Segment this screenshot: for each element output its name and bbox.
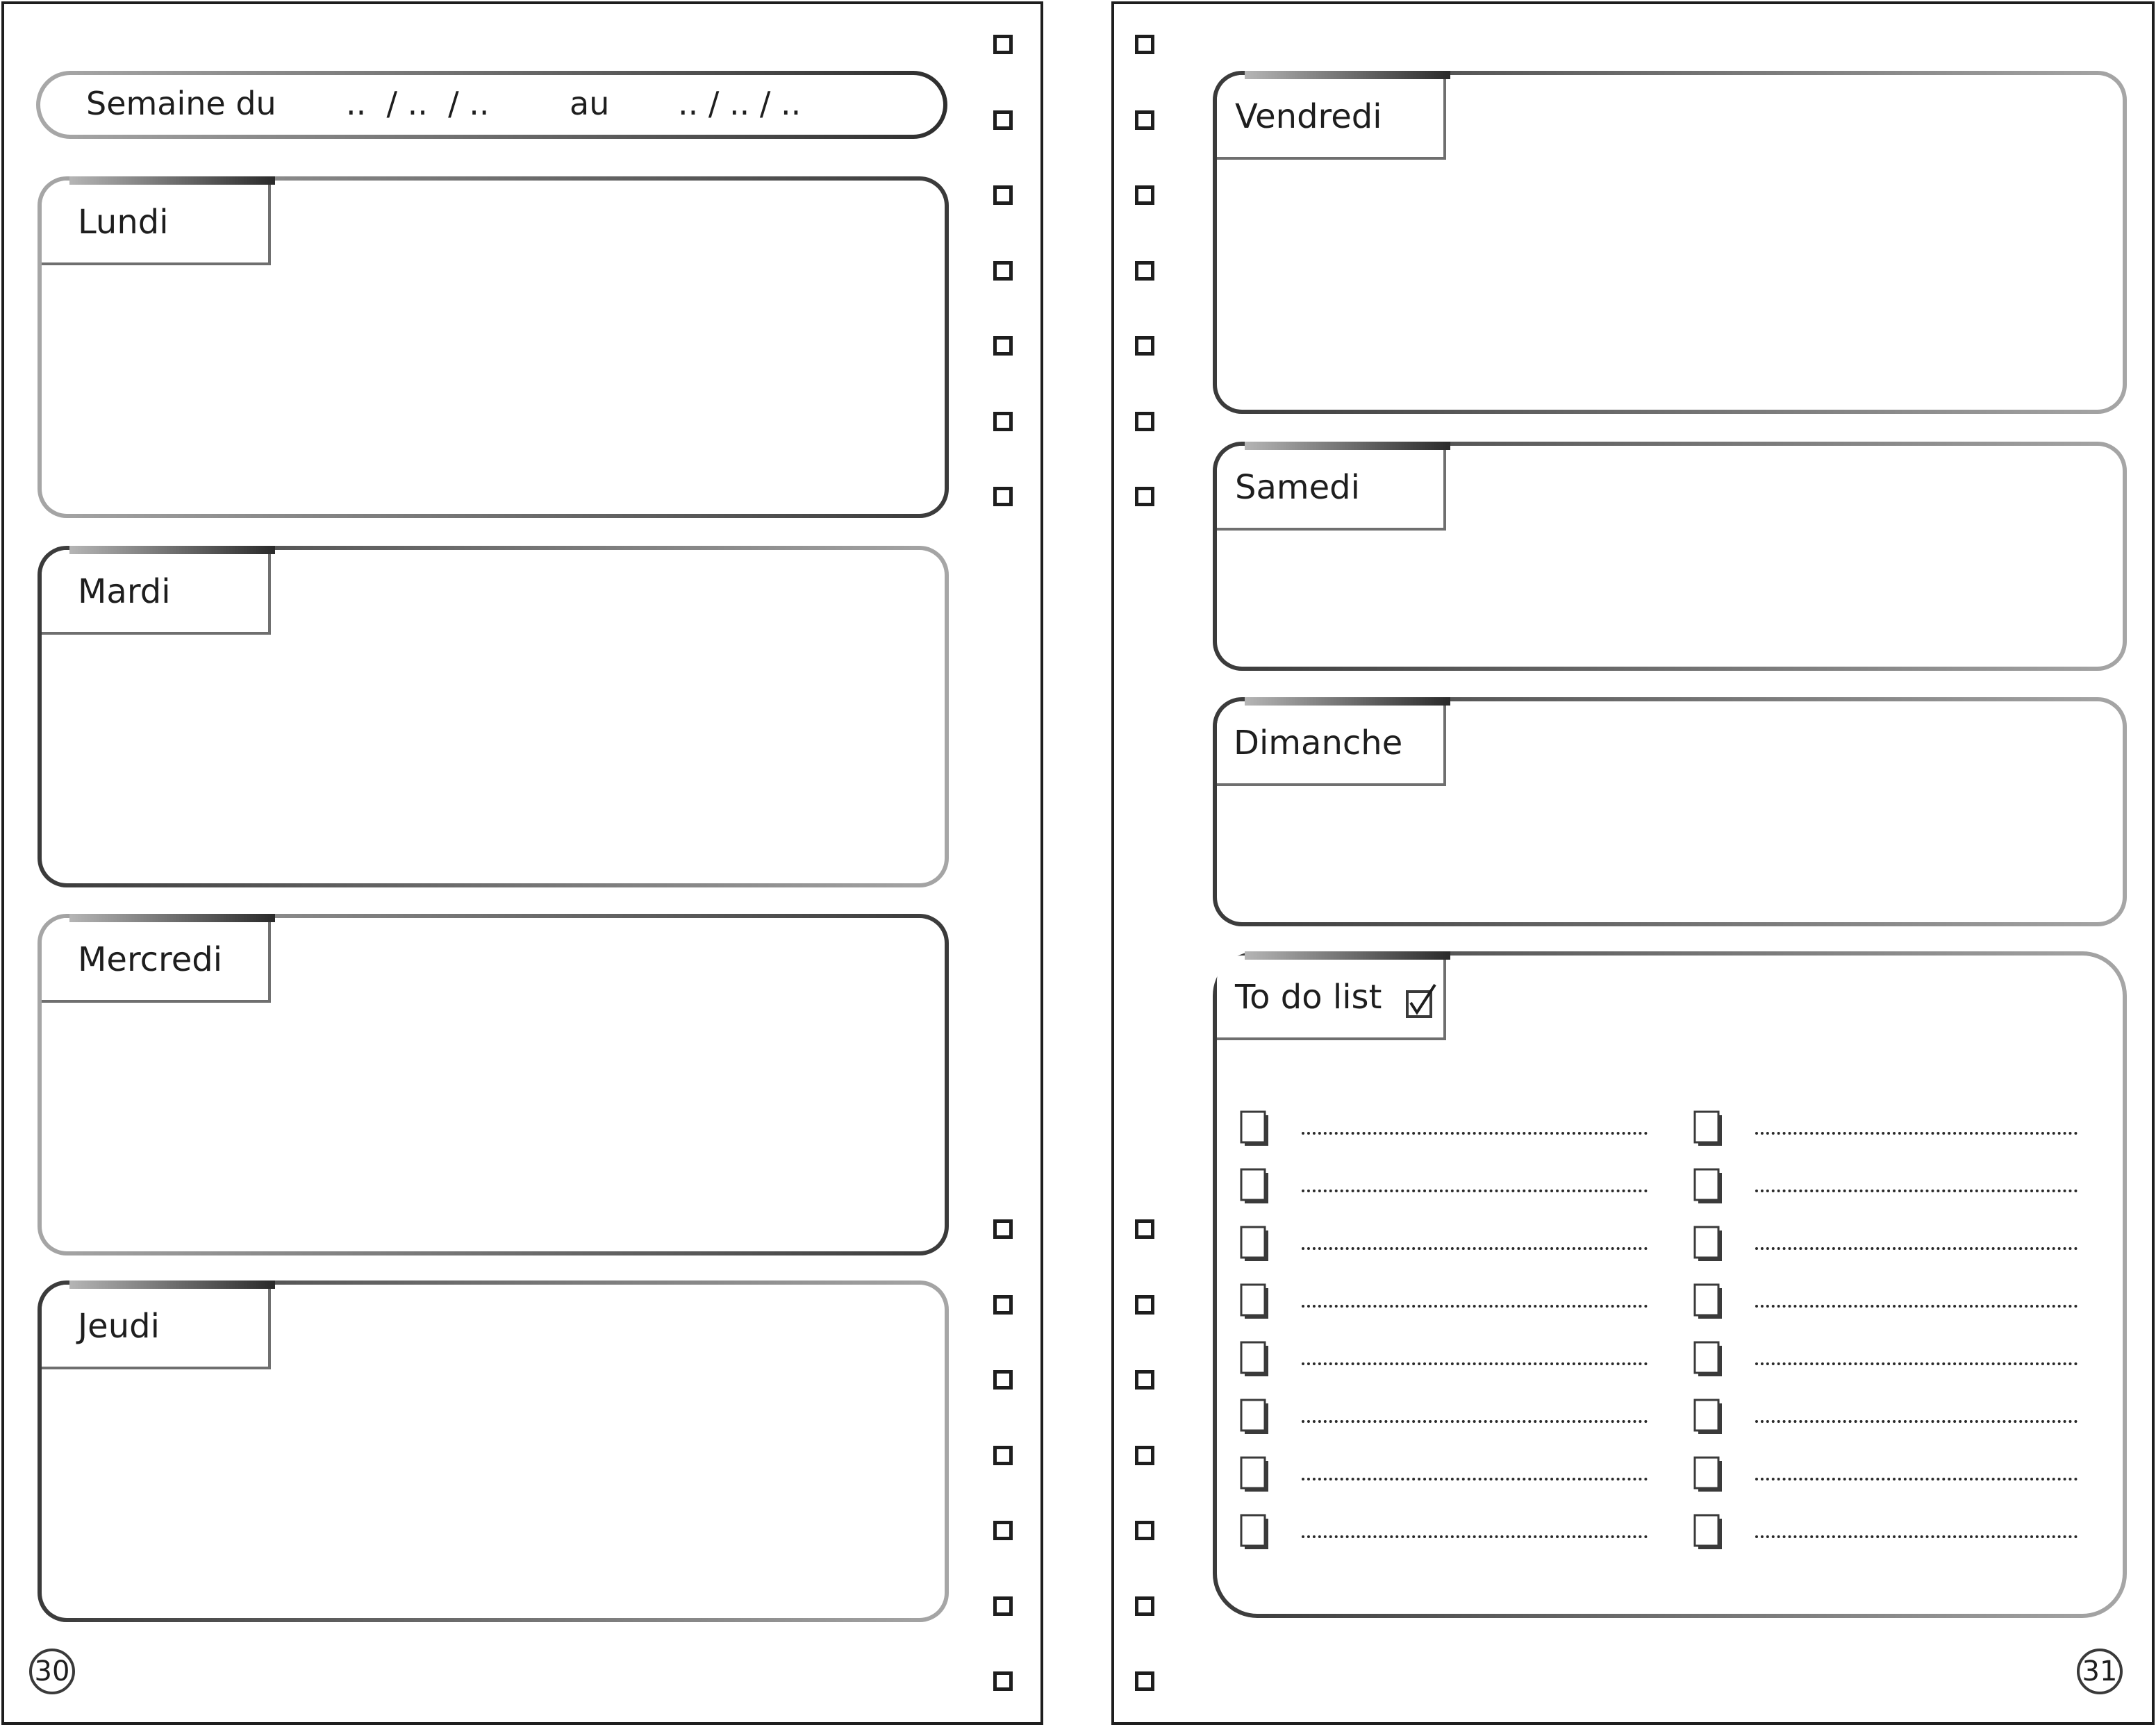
day-label-mardi: Mardi: [78, 572, 171, 611]
checkbox-icon[interactable]: [1693, 1398, 1725, 1437]
checkbox-icon[interactable]: [1239, 1398, 1271, 1437]
day-box-samedi[interactable]: [1213, 442, 2127, 671]
day-box-mardi[interactable]: [38, 546, 949, 887]
todo-entry-line[interactable]: [1302, 1132, 1648, 1135]
todo-tab: [1217, 956, 1446, 1040]
todo-entry-line[interactable]: [1302, 1190, 1648, 1192]
checkbox-icon[interactable]: [1693, 1110, 1725, 1149]
checkbox-icon[interactable]: [1693, 1167, 1725, 1206]
todo-entry-line[interactable]: [1755, 1190, 2078, 1192]
square-hole-icon: [993, 35, 1013, 54]
day-tab: [1217, 446, 1446, 531]
right-page: [1111, 1, 2155, 1725]
day-tab: [42, 550, 271, 635]
square-hole-icon: [993, 412, 1013, 431]
day-label-vendredi: Vendredi: [1235, 97, 1382, 136]
square-hole-icon: [993, 1446, 1013, 1465]
day-label-dimanche: Dimanche: [1234, 724, 1403, 762]
square-hole-icon: [1135, 1370, 1154, 1390]
checkbox-icon[interactable]: [1693, 1225, 1725, 1264]
todo-entry-line[interactable]: [1755, 1305, 2078, 1308]
checkbox-icon[interactable]: [1239, 1283, 1271, 1321]
square-hole-icon: [993, 336, 1013, 356]
page-number-left: 30: [29, 1649, 75, 1694]
page-number-right: 31: [2077, 1649, 2123, 1694]
square-hole-icon: [1135, 336, 1154, 356]
day-tab: [42, 1285, 271, 1369]
square-hole-icon: [1135, 35, 1154, 54]
square-hole-icon: [993, 1370, 1013, 1390]
square-hole-icon: [993, 261, 1013, 281]
square-hole-icon: [993, 1295, 1013, 1315]
square-hole-icon: [1135, 1219, 1154, 1239]
checkbox-icon[interactable]: [1239, 1455, 1271, 1494]
checkbox-icon[interactable]: [1693, 1283, 1725, 1321]
todo-entry-line[interactable]: [1302, 1535, 1648, 1538]
day-tab: [42, 181, 271, 265]
checkbox-icon[interactable]: [1239, 1225, 1271, 1264]
checkbox-icon[interactable]: [1239, 1513, 1271, 1552]
checkbox-icon[interactable]: [1239, 1167, 1271, 1206]
week-end-date[interactable]: .. / .. / ..: [678, 85, 802, 122]
square-hole-icon: [1135, 1596, 1154, 1616]
square-hole-icon: [1135, 261, 1154, 281]
square-hole-icon: [993, 1671, 1013, 1691]
todo-entry-line[interactable]: [1302, 1362, 1648, 1365]
day-label-mercredi: Mercredi: [78, 940, 223, 979]
todo-entry-line[interactable]: [1755, 1132, 2078, 1135]
todo-entry-line[interactable]: [1755, 1420, 2078, 1423]
todo-entry-line[interactable]: [1755, 1478, 2078, 1480]
left-page: [1, 1, 1043, 1725]
day-tab: [1217, 701, 1446, 786]
square-hole-icon: [993, 185, 1013, 205]
day-box-lundi[interactable]: [38, 176, 949, 518]
square-hole-icon: [1135, 1521, 1154, 1540]
week-start-date[interactable]: .. / .. / ..: [346, 85, 490, 122]
square-hole-icon: [993, 487, 1013, 506]
todo-entry-line[interactable]: [1755, 1535, 2078, 1538]
todo-entry-line[interactable]: [1755, 1362, 2078, 1365]
day-label-jeudi: Jeudi: [78, 1307, 160, 1346]
day-box-dimanche[interactable]: [1213, 697, 2127, 926]
square-hole-icon: [1135, 1295, 1154, 1315]
todo-entry-line[interactable]: [1302, 1420, 1648, 1423]
todo-box: [1213, 951, 2127, 1618]
week-label: Semaine du: [86, 85, 276, 122]
square-hole-icon: [1135, 412, 1154, 431]
square-hole-icon: [1135, 487, 1154, 506]
day-tab: [42, 918, 271, 1003]
week-separator: au: [570, 85, 610, 122]
square-hole-icon: [1135, 185, 1154, 205]
checkbox-icon[interactable]: [1693, 1455, 1725, 1494]
square-hole-icon: [1135, 1671, 1154, 1691]
day-box-jeudi[interactable]: [38, 1280, 949, 1622]
checkbox-icon[interactable]: [1239, 1340, 1271, 1379]
square-hole-icon: [993, 1596, 1013, 1616]
day-box-mercredi[interactable]: [38, 914, 949, 1255]
todo-entry-line[interactable]: [1755, 1247, 2078, 1250]
square-hole-icon: [1135, 1446, 1154, 1465]
square-hole-icon: [993, 1219, 1013, 1239]
todo-title: To do list: [1235, 978, 1382, 1017]
day-box-vendredi[interactable]: [1213, 71, 2127, 414]
checked-box-icon: [1404, 983, 1439, 1021]
checkbox-icon[interactable]: [1693, 1513, 1725, 1552]
checkbox-icon[interactable]: [1693, 1340, 1725, 1379]
week-range-bar: [36, 71, 947, 139]
square-hole-icon: [993, 110, 1013, 130]
todo-entry-line[interactable]: [1302, 1247, 1648, 1250]
checkbox-icon[interactable]: [1239, 1110, 1271, 1149]
day-label-lundi: Lundi: [78, 203, 169, 242]
square-hole-icon: [1135, 110, 1154, 130]
day-tab: [1217, 75, 1446, 160]
day-label-samedi: Samedi: [1235, 468, 1360, 507]
todo-entry-line[interactable]: [1302, 1478, 1648, 1480]
square-hole-icon: [993, 1521, 1013, 1540]
todo-entry-line[interactable]: [1302, 1305, 1648, 1308]
